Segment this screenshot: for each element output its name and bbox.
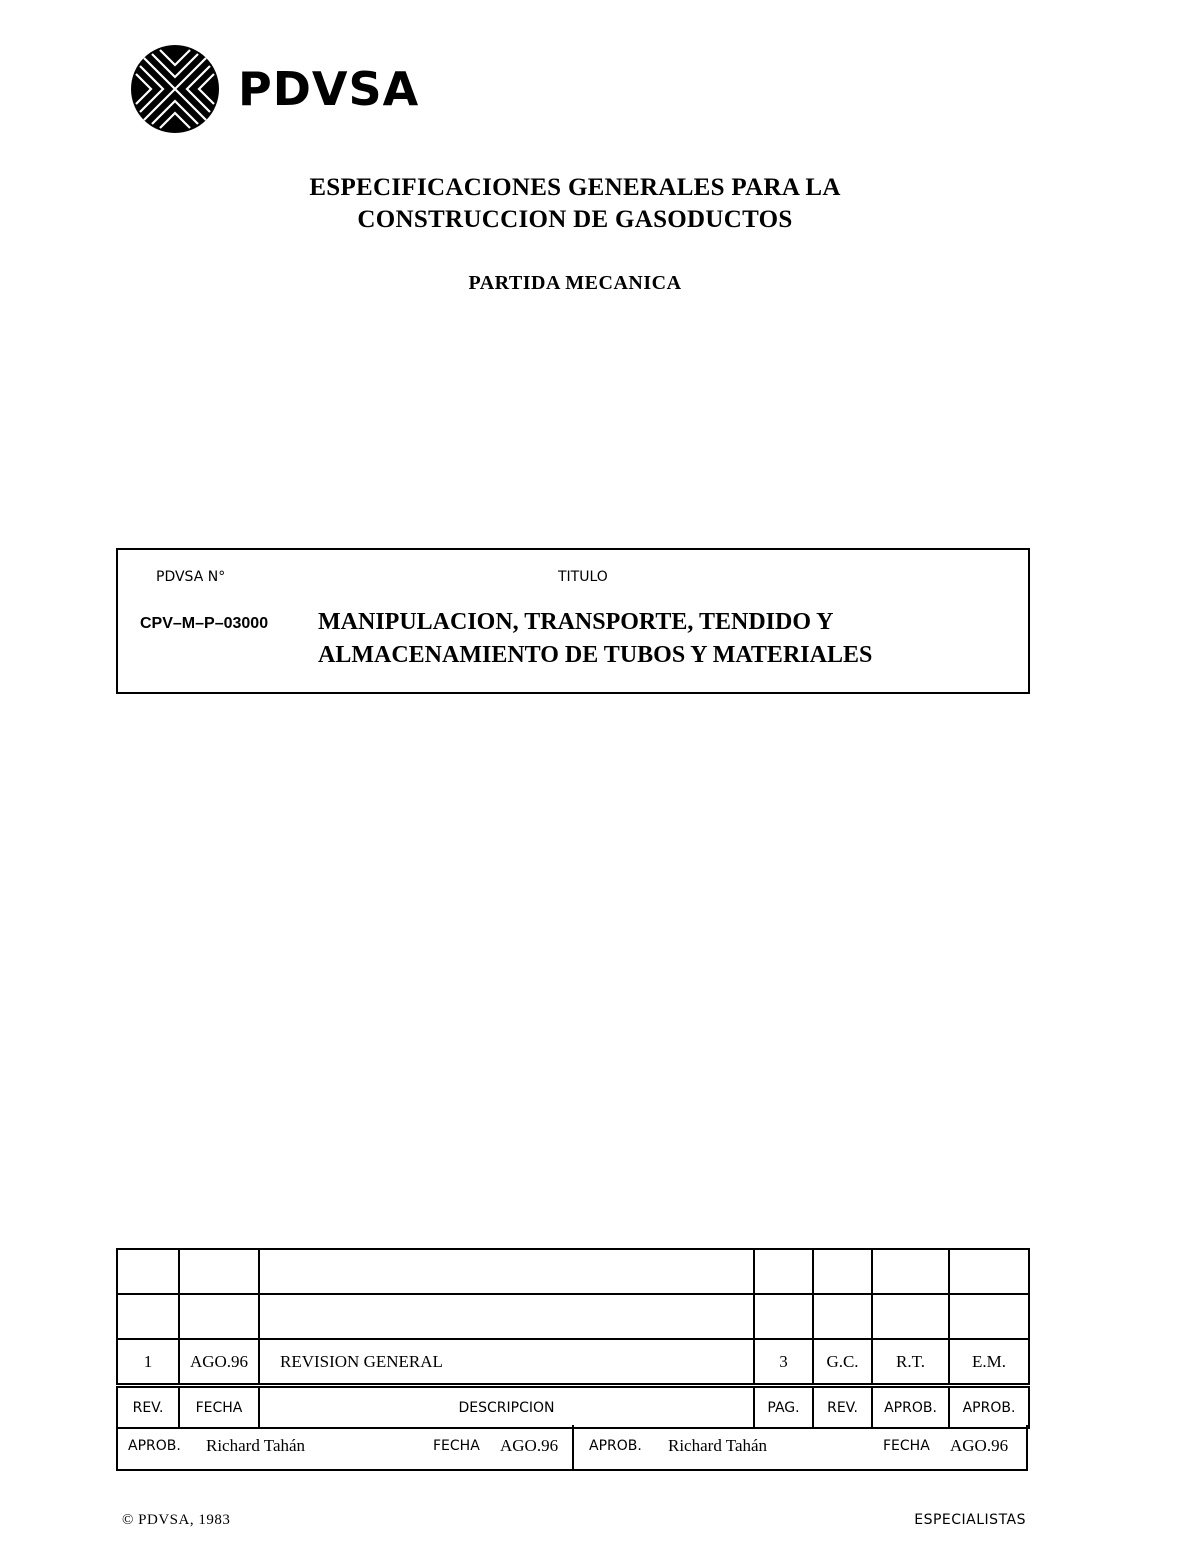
approval-left-label: APROB. bbox=[128, 1438, 181, 1454]
title-label: TITULO bbox=[558, 569, 608, 585]
rev-number: 1 bbox=[117, 1339, 179, 1386]
header-rev-by: REV. bbox=[813, 1386, 872, 1429]
approval-right-name: Richard Tahán bbox=[668, 1436, 768, 1455]
approval-left-name: Richard Tahán bbox=[206, 1436, 306, 1455]
approval-left bbox=[118, 1425, 572, 1469]
empty-revision-row bbox=[117, 1294, 1029, 1339]
header-rev: REV. bbox=[117, 1386, 179, 1429]
rev-date: AGO.96 bbox=[179, 1339, 259, 1386]
header-fecha: FECHA bbox=[179, 1386, 259, 1429]
heading-line-2: CONSTRUCCION DE GASODUCTOS bbox=[357, 206, 793, 233]
approval-right bbox=[572, 1425, 1026, 1469]
header-aprob-1: APROB. bbox=[872, 1386, 949, 1429]
pdvsa-logo bbox=[130, 44, 419, 134]
document-code: CPV–M–P–03000 bbox=[140, 615, 269, 632]
pdvsa-emblem-icon bbox=[130, 44, 220, 134]
approval-row bbox=[116, 1425, 1028, 1471]
number-label: PDVSA N° bbox=[156, 569, 226, 585]
heading-line-1: ESPECIFICACIONES GENERALES PARA LA bbox=[309, 174, 841, 201]
rev-description: REVISION GENERAL bbox=[259, 1339, 754, 1386]
department: ESPECIALISTAS bbox=[914, 1512, 1026, 1528]
approval-right-date: AGO.96 bbox=[950, 1436, 1009, 1455]
logo-wordmark: PDVSA bbox=[238, 62, 420, 116]
header-pag: PAG. bbox=[754, 1386, 813, 1429]
header-descripcion: DESCRIPCION bbox=[259, 1386, 754, 1429]
document-id-box bbox=[116, 548, 1030, 694]
approval-left-date: AGO.96 bbox=[500, 1436, 559, 1455]
rev-pages: 3 bbox=[754, 1339, 813, 1386]
document-title-line-2: ALMACENAMIENTO DE TUBOS Y MATERIALES bbox=[318, 642, 873, 668]
header-aprob-2: APROB. bbox=[949, 1386, 1029, 1429]
revision-header-row bbox=[117, 1386, 1029, 1429]
approval-right-label: APROB. bbox=[589, 1438, 642, 1454]
empty-revision-row bbox=[117, 1249, 1029, 1294]
revision-table bbox=[116, 1248, 1030, 1429]
document-heading bbox=[0, 172, 1150, 236]
rev-approver-1: R.T. bbox=[872, 1339, 949, 1386]
approval-right-date-label: FECHA bbox=[883, 1438, 930, 1454]
copyright: © PDVSA, 1983 bbox=[122, 1512, 231, 1528]
rev-reviewer: G.C. bbox=[813, 1339, 872, 1386]
approval-left-date-label: FECHA bbox=[433, 1438, 480, 1454]
rev-approver-2: E.M. bbox=[949, 1339, 1029, 1386]
revision-row bbox=[117, 1339, 1029, 1386]
document-title-line-1: MANIPULACION, TRANSPORTE, TENDIDO Y bbox=[318, 609, 834, 635]
document-title bbox=[318, 606, 872, 672]
section-subtitle: PARTIDA MECANICA bbox=[468, 272, 682, 294]
